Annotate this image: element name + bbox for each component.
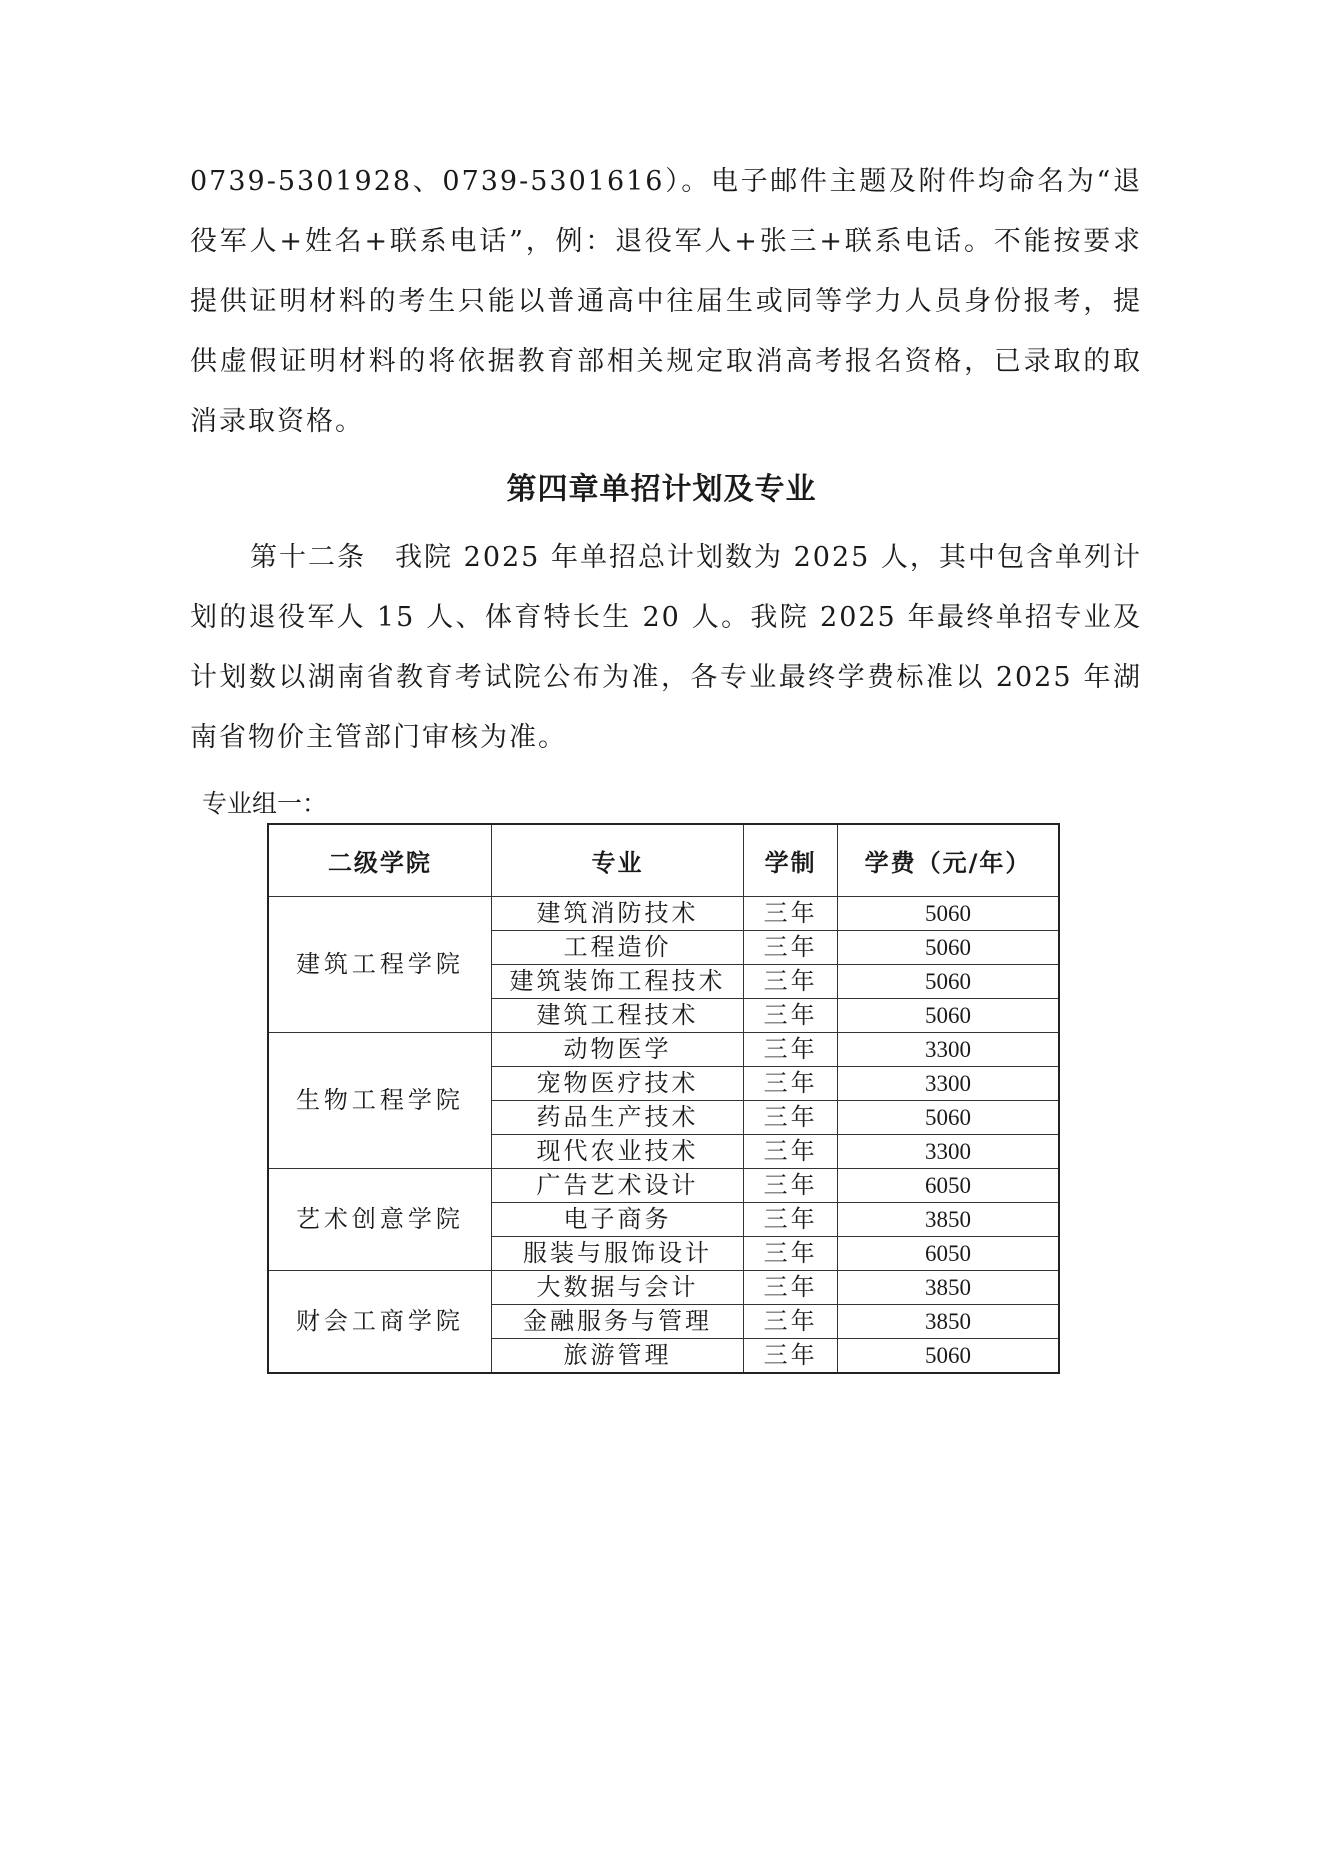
fee-cell: 3850 bbox=[837, 1203, 1059, 1237]
group-label: 专业组一： bbox=[202, 789, 328, 818]
fee-cell: 5060 bbox=[837, 897, 1059, 931]
duration-cell: 三年 bbox=[744, 965, 838, 999]
fee-cell: 3850 bbox=[837, 1271, 1059, 1305]
major-cell: 药品生产技术 bbox=[491, 1101, 743, 1135]
major-cell: 建筑工程技术 bbox=[491, 999, 743, 1033]
table-header-row bbox=[268, 824, 1059, 897]
duration-cell: 三年 bbox=[744, 1101, 838, 1135]
fee-cell: 6050 bbox=[837, 1237, 1059, 1271]
duration-cell: 三年 bbox=[744, 999, 838, 1033]
major-cell: 工程造价 bbox=[491, 931, 743, 965]
paragraph-article-12: 第十二条 我院 2025 年单招总计划数为 2025 人，其中包含单列计划的退役军人 15 人、体育特长生 20 人。我院 2025 年最终单招专业及计划数以湖南省教育考试院公布为准，各专业最终学费标准以 2025 年湖南省物价主管部门审核为准。 bbox=[190, 542, 1142, 753]
fee-cell: 5060 bbox=[837, 1339, 1059, 1374]
table-row bbox=[268, 1169, 1059, 1203]
duration-cell: 三年 bbox=[744, 1271, 838, 1305]
major-cell: 电子商务 bbox=[491, 1203, 743, 1237]
major-cell: 大数据与会计 bbox=[491, 1271, 743, 1305]
college-cell: 艺术创意学院 bbox=[268, 1169, 491, 1271]
fee-cell: 3300 bbox=[837, 1033, 1059, 1067]
major-cell: 宠物医疗技术 bbox=[491, 1067, 743, 1101]
paragraph-contact-requirements: 0739-5301928、0739-5301616）。电子邮件主题及附件均命名为“退役军人+姓名+联系电话”，例：退役军人+张三+联系电话。不能按要求提供证明材料的考生只能以普通高中往届生或同等学力人员身份报考，提供虚假证明材料的将依据教育部相关规定取消高考报名资格，已录取的取消录取资格。 bbox=[190, 166, 1142, 437]
fee-cell: 3300 bbox=[837, 1067, 1059, 1101]
fee-cell: 5060 bbox=[837, 965, 1059, 999]
majors-table bbox=[267, 823, 1060, 1374]
duration-cell: 三年 bbox=[744, 1067, 838, 1101]
major-cell: 现代农业技术 bbox=[491, 1135, 743, 1169]
header-fee: 学费（元/年） bbox=[837, 824, 1059, 897]
header-college: 二级学院 bbox=[268, 824, 491, 897]
fee-cell: 5060 bbox=[837, 931, 1059, 965]
major-cell: 动物医学 bbox=[491, 1033, 743, 1067]
duration-cell: 三年 bbox=[744, 931, 838, 965]
header-duration: 学制 bbox=[744, 824, 838, 897]
duration-cell: 三年 bbox=[744, 1135, 838, 1169]
duration-cell: 三年 bbox=[744, 1305, 838, 1339]
major-cell: 广告艺术设计 bbox=[491, 1169, 743, 1203]
fee-cell: 5060 bbox=[837, 1101, 1059, 1135]
duration-cell: 三年 bbox=[744, 1237, 838, 1271]
college-cell: 财会工商学院 bbox=[268, 1271, 491, 1374]
fee-cell: 3850 bbox=[837, 1305, 1059, 1339]
major-cell: 旅游管理 bbox=[491, 1339, 743, 1374]
duration-cell: 三年 bbox=[744, 1339, 838, 1374]
header-major: 专业 bbox=[491, 824, 743, 897]
duration-cell: 三年 bbox=[744, 1169, 838, 1203]
college-cell: 建筑工程学院 bbox=[268, 897, 491, 1033]
fee-cell: 5060 bbox=[837, 999, 1059, 1033]
major-cell: 服装与服饰设计 bbox=[491, 1237, 743, 1271]
table-row bbox=[268, 1271, 1059, 1305]
duration-cell: 三年 bbox=[744, 897, 838, 931]
chapter-heading: 第四章单招计划及专业 bbox=[506, 472, 817, 507]
table-body bbox=[268, 897, 1059, 1374]
fee-cell: 6050 bbox=[837, 1169, 1059, 1203]
table-row bbox=[268, 897, 1059, 931]
fee-cell: 3300 bbox=[837, 1135, 1059, 1169]
major-cell: 金融服务与管理 bbox=[491, 1305, 743, 1339]
table-row bbox=[268, 1033, 1059, 1067]
major-cell: 建筑消防技术 bbox=[491, 897, 743, 931]
major-cell: 建筑装饰工程技术 bbox=[491, 965, 743, 999]
duration-cell: 三年 bbox=[744, 1203, 838, 1237]
duration-cell: 三年 bbox=[744, 1033, 838, 1067]
college-cell: 生物工程学院 bbox=[268, 1033, 491, 1169]
